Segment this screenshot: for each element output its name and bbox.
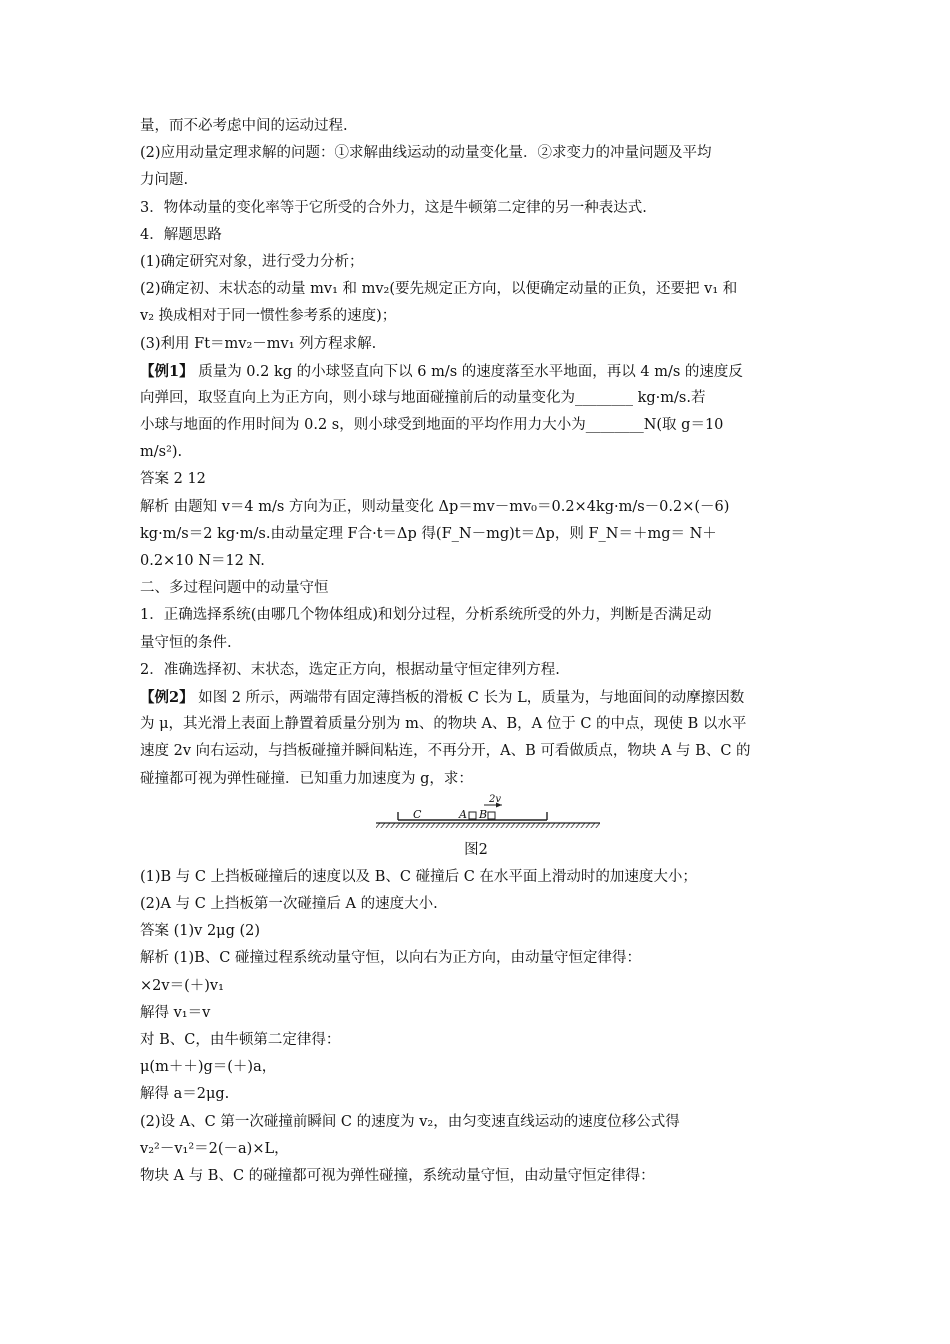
example-2-text: 如图 2 所示，两端带有固定薄挡板的滑板 C 长为 L，质量为，与地面间的动摩擦因数 [193, 689, 745, 706]
example-1-tag: 【例1】 [140, 362, 194, 380]
text-line: 力问题. [140, 172, 189, 189]
section-text: 1．正确选择系统(由哪几个物体组成)和划分过程，分析系统所受的外力，判断是否满足动 [140, 607, 712, 624]
example-1-line [140, 358, 812, 385]
section-text: 2．准确选择初、末状态，选定正方向，根据动量守恒定律列方程. [140, 661, 560, 678]
example-1-analysis: 0.2×10 N＝12 N. [140, 553, 265, 569]
board-diagram [140, 793, 812, 837]
question-line: (2)A 与 C 上挡板第一次碰撞后 A 的速度大小. [140, 896, 438, 913]
example-2-line: 碰撞都可视为弹性碰撞．已知重力加速度为 g，求： [140, 770, 473, 787]
text-line: 量，而不必考虑中间的运动过程. [140, 118, 348, 134]
label-c: C [413, 807, 422, 821]
example-2-line: 为 μ，其光滑上表面上静置着质量分别为 m、的物块 A、B，A 位于 C 的中点，现使 B 以水平 [140, 716, 747, 733]
section-text: 量守恒的条件. [140, 634, 232, 651]
example-2-analysis: μ(m＋＋)g＝(＋)a， [140, 1059, 277, 1076]
text-line: (1)确定研究对象，进行受力分析； [140, 253, 364, 270]
example-1-line: 向弹回，取竖直向上为正方向，则小球与地面碰撞前后的动量变化为________ kg·m/s.若 [140, 389, 706, 406]
block-a [469, 812, 476, 819]
example-1-analysis: kg·m/s＝2 kg·m/s.由动量定理 F合·t＝Δp 得(F_N－mg)t＝Δp，则 F_N＝＋mg＝ N＋ [140, 525, 717, 542]
figure-2 [140, 793, 812, 837]
question-line: (1)B 与 C 上挡板碰撞后的速度以及 B、C 碰撞后 C 在水平面上滑动时的加速度大小； [140, 868, 697, 885]
example-2-analysis: ×2v＝(＋)v₁ [140, 977, 224, 994]
example-1-line: m/s²). [140, 444, 183, 461]
example-2-analysis: 解得 a＝2μg. [140, 1086, 230, 1103]
label-a: A [459, 807, 467, 821]
ground-hatch [376, 823, 600, 828]
example-2-analysis: 对 B、C，由牛顿第二定律得： [140, 1032, 341, 1048]
label-velocity: 2v [489, 793, 502, 805]
text-line: (2)确定初、末状态的动量 mv₁ 和 mv₂(要先规定正方向，以便确定动量的正负，还要把 v₁ 和 [140, 281, 738, 298]
example-2-analysis: v₂²－v₁²＝2(－a)×L， [140, 1140, 289, 1157]
text-line: (3)利用 Ft＝mv₂－mv₁ 列方程求解. [140, 335, 377, 352]
example-1-analysis: 解析 由题知 v＝4 m/s 方向为正，则动量变化 Δp＝mv－mv₀＝0.2×4kg·m/s－0.2×(－6) [140, 498, 730, 515]
example-1-text: 质量为 0.2 kg 的小球竖直向下以 6 m/s 的速度落至水平地面，再以 4 m/s 的速度反 [193, 363, 743, 380]
example-1-line: 小球与地面的作用时间为 0.2 s，则小球受到地面的平均作用力大小为________N(取 g＝10 [140, 417, 724, 434]
example-2-analysis: 解得 v₁＝v [140, 1004, 211, 1021]
example-2-analysis: (2)设 A、C 第一次碰撞前瞬间 C 的速度为 v₂，由匀变速直线运动的速度位移公式得 [140, 1113, 680, 1130]
example-2-analysis: 解析 (1)B、C 碰撞过程系统动量守恒，以向右为正方向，由动量守恒定律得： [140, 950, 642, 967]
section-heading: 二、多过程问题中的动量守恒 [140, 580, 329, 597]
label-b: B [479, 807, 488, 821]
example-2-analysis: 物块 A 与 B、C 的碰撞都可视为弹性碰撞，系统动量守恒，由动量守恒定律得： [140, 1167, 655, 1184]
text-line: 4．解题思路 [140, 226, 222, 243]
example-1-answer: 答案 2 12 [140, 471, 206, 488]
text-line: (2)应用动量定理求解的问题：①求解曲线运动的动量变化量．②求变力的冲量问题及平均 [140, 145, 712, 162]
document-page [140, 113, 812, 1190]
example-2-tag: 【例2】 [140, 688, 194, 706]
text-line: 3．物体动量的变化率等于它所受的合外力，这是牛顿第二定律的另一种表达式. [140, 199, 647, 216]
example-2-line [140, 684, 812, 711]
text-line: v₂ 换成相对于同一惯性参考系的速度)； [140, 308, 397, 325]
figure-caption: 图2 [464, 841, 488, 858]
example-2-answer: 答案 (1)v 2μg (2) [140, 923, 261, 940]
block-b [488, 812, 495, 819]
example-2-line: 速度 2v 向右运动，与挡板碰撞并瞬间粘连，不再分开，A、B 可看做质点，物块 A 与 B、C 的 [140, 743, 751, 760]
